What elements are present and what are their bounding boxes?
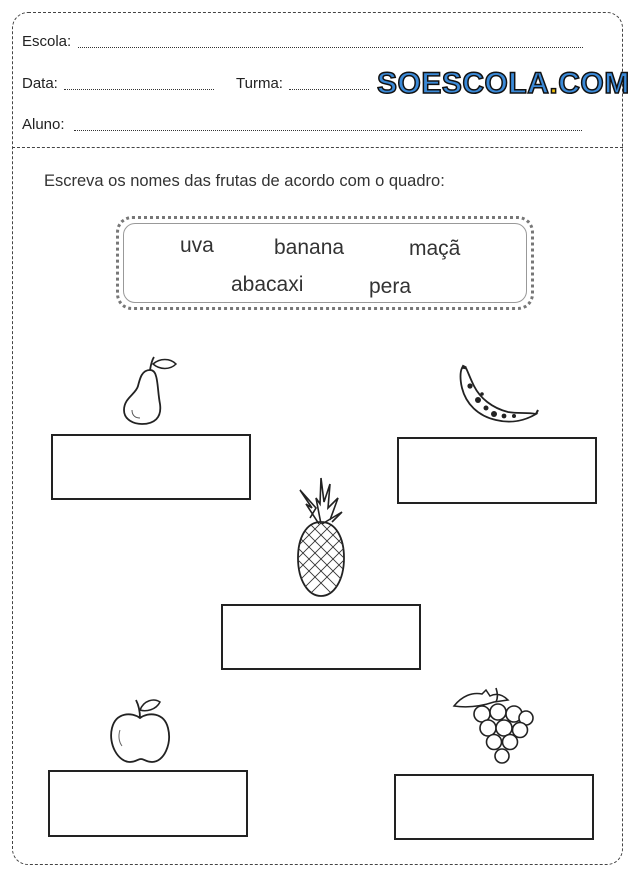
apple-icon bbox=[106, 696, 176, 766]
answer-box-grapes[interactable] bbox=[394, 774, 594, 840]
answer-box-pear[interactable] bbox=[51, 434, 251, 500]
pear-icon bbox=[118, 356, 182, 426]
header-divider bbox=[12, 147, 623, 148]
word-banana: banana bbox=[274, 236, 345, 259]
grapes-icon bbox=[452, 686, 534, 766]
school-field[interactable] bbox=[78, 47, 583, 48]
answer-box-pineapple[interactable] bbox=[221, 604, 421, 670]
date-field[interactable] bbox=[64, 89, 214, 90]
banana-icon bbox=[456, 364, 540, 426]
pineapple-icon bbox=[286, 474, 356, 600]
class-field[interactable] bbox=[289, 89, 369, 90]
word-abacaxi: abacaxi bbox=[231, 273, 304, 296]
logo-part2: COM bbox=[558, 67, 630, 100]
soescola-logo bbox=[377, 67, 630, 101]
logo-dot: . bbox=[549, 67, 559, 100]
word-pera: pera bbox=[369, 275, 412, 298]
student-label: Aluno: bbox=[22, 116, 65, 133]
word-uva: uva bbox=[180, 234, 214, 257]
instruction-text: Escreva os nomes das frutas de acordo com o quadro: bbox=[44, 172, 445, 190]
answer-box-apple[interactable] bbox=[48, 770, 248, 837]
date-label: Data: bbox=[22, 75, 58, 92]
answer-box-banana[interactable] bbox=[397, 437, 597, 504]
word-maca: maçã bbox=[409, 237, 461, 260]
logo-part1: SOESCOLA bbox=[377, 67, 550, 100]
word-bank-box bbox=[116, 216, 534, 310]
class-label: Turma: bbox=[236, 75, 283, 92]
school-label: Escola: bbox=[22, 33, 72, 50]
student-field[interactable] bbox=[74, 130, 582, 131]
